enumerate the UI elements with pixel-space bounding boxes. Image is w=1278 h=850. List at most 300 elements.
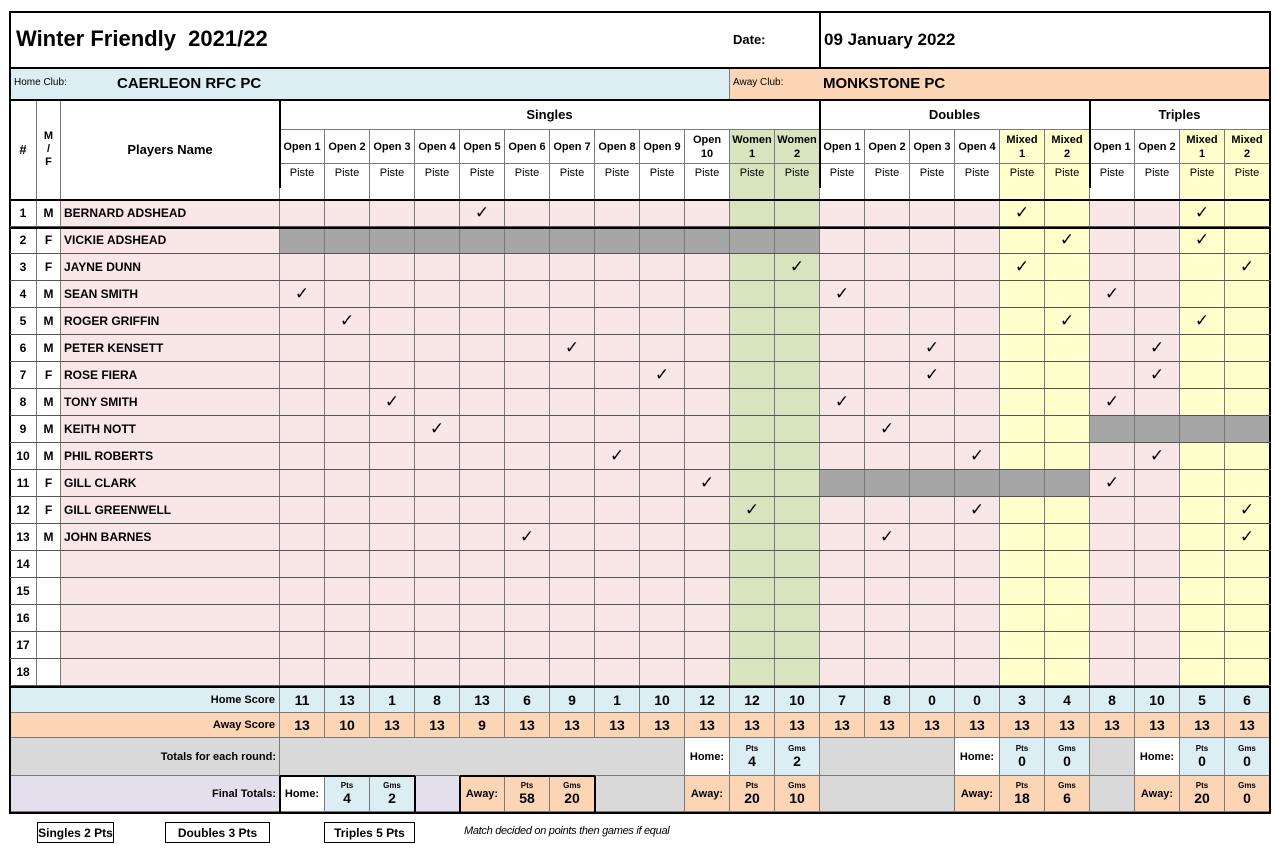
selection-cell[interactable] [1180, 470, 1225, 497]
selection-cell[interactable] [1180, 227, 1225, 254]
selection-cell[interactable] [325, 281, 370, 308]
selection-cell[interactable] [1225, 416, 1270, 443]
player-name[interactable]: GILL GREENWELL [61, 497, 280, 524]
round-away-gms-value[interactable]: 6 [1063, 790, 1071, 806]
selection-cell[interactable] [325, 497, 370, 524]
selection-cell[interactable] [730, 524, 775, 551]
selection-cell[interactable] [1135, 227, 1180, 254]
selection-cell[interactable] [1045, 470, 1090, 497]
selection-cell[interactable] [325, 227, 370, 254]
selection-cell[interactable] [865, 443, 910, 470]
selection-cell[interactable] [730, 254, 775, 281]
selection-cell[interactable] [415, 470, 460, 497]
selection-cell[interactable] [1000, 416, 1045, 443]
selection-cell[interactable] [505, 578, 550, 605]
selection-cell[interactable] [775, 524, 820, 551]
selection-cell[interactable] [1000, 497, 1045, 524]
selection-cell[interactable] [460, 200, 505, 227]
selection-cell[interactable] [640, 389, 685, 416]
selection-cell[interactable] [1000, 470, 1045, 497]
selection-cell[interactable] [640, 497, 685, 524]
selection-cell[interactable] [1135, 659, 1180, 686]
selection-cell[interactable] [640, 335, 685, 362]
selection-cell[interactable] [1135, 524, 1180, 551]
selection-cell[interactable] [775, 551, 820, 578]
selection-cell[interactable] [1180, 416, 1225, 443]
selection-cell[interactable] [1090, 497, 1135, 524]
selection-cell[interactable] [1225, 362, 1270, 389]
selection-cell[interactable] [775, 497, 820, 524]
player-name[interactable]: ROSE FIERA [61, 362, 280, 389]
selection-cell[interactable] [325, 416, 370, 443]
selection-cell[interactable] [1090, 281, 1135, 308]
selection-cell[interactable] [910, 578, 955, 605]
selection-cell[interactable] [1000, 524, 1045, 551]
selection-cell[interactable] [685, 497, 730, 524]
selection-cell[interactable] [1225, 389, 1270, 416]
selection-cell[interactable] [820, 227, 865, 254]
selection-cell[interactable] [1225, 470, 1270, 497]
selection-cell[interactable] [415, 416, 460, 443]
player-gender[interactable]: F [37, 497, 61, 524]
away-score[interactable]: 13 [280, 713, 325, 738]
selection-cell[interactable] [1000, 443, 1045, 470]
selection-cell[interactable] [1225, 281, 1270, 308]
selection-cell[interactable] [1090, 335, 1135, 362]
selection-cell[interactable] [460, 281, 505, 308]
selection-cell[interactable] [280, 389, 325, 416]
player-gender[interactable]: M [37, 335, 61, 362]
selection-cell[interactable] [415, 362, 460, 389]
selection-cell[interactable] [910, 443, 955, 470]
selection-cell[interactable] [1045, 497, 1090, 524]
selection-cell[interactable] [460, 524, 505, 551]
selection-cell[interactable] [1045, 308, 1090, 335]
selection-cell[interactable] [865, 281, 910, 308]
away-score[interactable]: 13 [865, 713, 910, 738]
selection-cell[interactable] [1225, 578, 1270, 605]
selection-cell[interactable] [595, 389, 640, 416]
round-away-pts-value[interactable]: 18 [1014, 790, 1030, 806]
selection-cell[interactable] [1180, 389, 1225, 416]
selection-cell[interactable] [1000, 200, 1045, 227]
round-away-pts[interactable] [1000, 776, 1045, 812]
home-score[interactable]: 4 [1045, 688, 1090, 713]
home-score[interactable]: 3 [1000, 688, 1045, 713]
selection-cell[interactable] [865, 416, 910, 443]
selection-cell[interactable] [415, 389, 460, 416]
selection-cell[interactable] [280, 605, 325, 632]
selection-cell[interactable] [730, 605, 775, 632]
selection-cell[interactable] [280, 254, 325, 281]
selection-cell[interactable] [640, 605, 685, 632]
selection-cell[interactable] [505, 362, 550, 389]
selection-cell[interactable] [550, 497, 595, 524]
selection-cell[interactable] [910, 416, 955, 443]
selection-cell[interactable] [640, 470, 685, 497]
selection-cell[interactable] [685, 659, 730, 686]
selection-cell[interactable] [1225, 632, 1270, 659]
selection-cell[interactable] [685, 335, 730, 362]
selection-cell[interactable] [955, 254, 1000, 281]
selection-cell[interactable] [1000, 605, 1045, 632]
selection-cell[interactable] [955, 497, 1000, 524]
selection-cell[interactable] [550, 524, 595, 551]
selection-cell[interactable] [325, 254, 370, 281]
player-name[interactable]: GILL CLARK [61, 470, 280, 497]
round-away-gms-value[interactable]: 0 [1243, 790, 1251, 806]
selection-cell[interactable] [460, 632, 505, 659]
selection-cell[interactable] [1090, 659, 1135, 686]
selection-cell[interactable] [280, 659, 325, 686]
player-name[interactable]: VICKIE ADSHEAD [61, 227, 280, 254]
selection-cell[interactable] [910, 497, 955, 524]
selection-cell[interactable] [370, 659, 415, 686]
selection-cell[interactable] [1090, 470, 1135, 497]
selection-cell[interactable] [1000, 281, 1045, 308]
home-score[interactable]: 9 [550, 688, 595, 713]
selection-cell[interactable] [415, 254, 460, 281]
selection-cell[interactable] [820, 281, 865, 308]
selection-cell[interactable] [370, 443, 415, 470]
selection-cell[interactable] [415, 227, 460, 254]
selection-cell[interactable] [370, 308, 415, 335]
selection-cell[interactable] [865, 335, 910, 362]
selection-cell[interactable] [460, 551, 505, 578]
final-away-pts[interactable] [505, 776, 550, 812]
selection-cell[interactable] [820, 254, 865, 281]
selection-cell[interactable] [415, 335, 460, 362]
selection-cell[interactable] [1045, 443, 1090, 470]
selection-cell[interactable] [595, 362, 640, 389]
selection-cell[interactable] [325, 524, 370, 551]
player-gender[interactable] [37, 632, 61, 659]
selection-cell[interactable] [1045, 551, 1090, 578]
away-score[interactable]: 13 [415, 713, 460, 738]
selection-cell[interactable] [685, 578, 730, 605]
selection-cell[interactable] [280, 443, 325, 470]
selection-cell[interactable] [730, 308, 775, 335]
selection-cell[interactable] [1225, 605, 1270, 632]
selection-cell[interactable] [415, 605, 460, 632]
selection-cell[interactable] [370, 335, 415, 362]
round-away-gms-value[interactable]: 10 [789, 790, 805, 806]
selection-cell[interactable] [1090, 416, 1135, 443]
selection-cell[interactable] [910, 659, 955, 686]
selection-cell[interactable] [685, 389, 730, 416]
away-score[interactable]: 13 [820, 713, 865, 738]
away-score[interactable]: 13 [1045, 713, 1090, 738]
player-name[interactable] [61, 551, 280, 578]
selection-cell[interactable] [505, 227, 550, 254]
selection-cell[interactable] [1045, 605, 1090, 632]
selection-cell[interactable] [775, 659, 820, 686]
selection-cell[interactable] [415, 200, 460, 227]
selection-cell[interactable] [865, 551, 910, 578]
selection-cell[interactable] [730, 281, 775, 308]
player-name[interactable]: JOHN BARNES [61, 524, 280, 551]
selection-cell[interactable] [280, 335, 325, 362]
selection-cell[interactable] [865, 200, 910, 227]
selection-cell[interactable] [505, 605, 550, 632]
selection-cell[interactable] [1090, 632, 1135, 659]
selection-cell[interactable] [370, 416, 415, 443]
selection-cell[interactable] [1090, 443, 1135, 470]
selection-cell[interactable] [1180, 605, 1225, 632]
player-gender[interactable] [37, 605, 61, 632]
home-club-name[interactable]: CAERLEON RFC PC [117, 75, 262, 92]
final-home-pts-value[interactable]: 4 [343, 790, 351, 806]
selection-cell[interactable] [1000, 227, 1045, 254]
away-score[interactable]: 13 [1000, 713, 1045, 738]
selection-cell[interactable] [820, 362, 865, 389]
selection-cell[interactable] [325, 389, 370, 416]
home-score[interactable]: 10 [1135, 688, 1180, 713]
selection-cell[interactable] [1090, 308, 1135, 335]
selection-cell[interactable] [280, 362, 325, 389]
player-gender[interactable]: F [37, 227, 61, 254]
selection-cell[interactable] [910, 362, 955, 389]
player-gender[interactable]: M [37, 443, 61, 470]
selection-cell[interactable] [1135, 551, 1180, 578]
selection-cell[interactable] [1180, 362, 1225, 389]
selection-cell[interactable] [1180, 281, 1225, 308]
selection-cell[interactable] [415, 281, 460, 308]
selection-cell[interactable] [820, 443, 865, 470]
round-home-pts-value[interactable]: 0 [1198, 753, 1206, 769]
selection-cell[interactable] [550, 362, 595, 389]
selection-cell[interactable] [325, 470, 370, 497]
selection-cell[interactable] [595, 254, 640, 281]
selection-cell[interactable] [595, 551, 640, 578]
round-away-pts[interactable] [730, 776, 775, 812]
selection-cell[interactable] [820, 497, 865, 524]
selection-cell[interactable] [1180, 497, 1225, 524]
selection-cell[interactable] [820, 551, 865, 578]
player-gender[interactable]: M [37, 308, 61, 335]
selection-cell[interactable] [685, 416, 730, 443]
selection-cell[interactable] [865, 362, 910, 389]
selection-cell[interactable] [1180, 578, 1225, 605]
player-gender[interactable]: M [37, 416, 61, 443]
selection-cell[interactable] [505, 632, 550, 659]
selection-cell[interactable] [1135, 497, 1180, 524]
selection-cell[interactable] [1045, 254, 1090, 281]
selection-cell[interactable] [595, 200, 640, 227]
selection-cell[interactable] [1225, 497, 1270, 524]
selection-cell[interactable] [820, 605, 865, 632]
home-score[interactable]: 1 [370, 688, 415, 713]
away-score[interactable]: 13 [505, 713, 550, 738]
selection-cell[interactable] [595, 443, 640, 470]
round-away-pts-value[interactable]: 20 [1194, 790, 1210, 806]
selection-cell[interactable] [1000, 389, 1045, 416]
selection-cell[interactable] [820, 335, 865, 362]
player-gender[interactable] [37, 578, 61, 605]
selection-cell[interactable] [955, 281, 1000, 308]
selection-cell[interactable] [325, 200, 370, 227]
selection-cell[interactable] [865, 254, 910, 281]
player-gender[interactable]: M [37, 200, 61, 227]
final-home-gms-value[interactable]: 2 [388, 790, 396, 806]
home-score[interactable]: 12 [730, 688, 775, 713]
selection-cell[interactable] [775, 578, 820, 605]
away-score[interactable]: 13 [1090, 713, 1135, 738]
round-home-pts-value[interactable]: 0 [1018, 753, 1026, 769]
final-away-gms-value[interactable]: 20 [564, 790, 580, 806]
player-name[interactable]: PETER KENSETT [61, 335, 280, 362]
selection-cell[interactable] [460, 227, 505, 254]
selection-cell[interactable] [1225, 659, 1270, 686]
selection-cell[interactable] [550, 416, 595, 443]
home-score[interactable]: 12 [685, 688, 730, 713]
away-score[interactable]: 13 [775, 713, 820, 738]
selection-cell[interactable] [550, 551, 595, 578]
selection-cell[interactable] [820, 578, 865, 605]
player-gender[interactable]: M [37, 281, 61, 308]
selection-cell[interactable] [640, 632, 685, 659]
selection-cell[interactable] [685, 551, 730, 578]
selection-cell[interactable] [370, 470, 415, 497]
selection-cell[interactable] [910, 335, 955, 362]
selection-cell[interactable] [955, 524, 1000, 551]
player-gender[interactable]: F [37, 470, 61, 497]
selection-cell[interactable] [325, 632, 370, 659]
selection-cell[interactable] [460, 389, 505, 416]
selection-cell[interactable] [685, 524, 730, 551]
selection-cell[interactable] [1135, 632, 1180, 659]
home-score[interactable]: 6 [1225, 688, 1270, 713]
player-name[interactable]: JAYNE DUNN [61, 254, 280, 281]
player-gender[interactable] [37, 659, 61, 686]
selection-cell[interactable] [1090, 389, 1135, 416]
selection-cell[interactable] [550, 227, 595, 254]
selection-cell[interactable] [910, 200, 955, 227]
selection-cell[interactable] [955, 362, 1000, 389]
selection-cell[interactable] [595, 632, 640, 659]
selection-cell[interactable] [1180, 551, 1225, 578]
selection-cell[interactable] [595, 281, 640, 308]
player-gender[interactable]: F [37, 362, 61, 389]
selection-cell[interactable] [505, 416, 550, 443]
selection-cell[interactable] [280, 281, 325, 308]
away-score[interactable]: 9 [460, 713, 505, 738]
final-away-gms[interactable] [550, 776, 595, 812]
selection-cell[interactable] [1045, 524, 1090, 551]
selection-cell[interactable] [640, 443, 685, 470]
selection-cell[interactable] [460, 362, 505, 389]
selection-cell[interactable] [280, 227, 325, 254]
selection-cell[interactable] [1135, 605, 1180, 632]
selection-cell[interactable] [550, 605, 595, 632]
selection-cell[interactable] [775, 362, 820, 389]
selection-cell[interactable] [1045, 281, 1090, 308]
selection-cell[interactable] [865, 497, 910, 524]
selection-cell[interactable] [865, 524, 910, 551]
selection-cell[interactable] [730, 497, 775, 524]
selection-cell[interactable] [955, 227, 1000, 254]
selection-cell[interactable] [550, 335, 595, 362]
selection-cell[interactable] [820, 659, 865, 686]
selection-cell[interactable] [1045, 227, 1090, 254]
selection-cell[interactable] [1000, 362, 1045, 389]
selection-cell[interactable] [640, 227, 685, 254]
selection-cell[interactable] [775, 443, 820, 470]
selection-cell[interactable] [955, 578, 1000, 605]
selection-cell[interactable] [325, 443, 370, 470]
selection-cell[interactable] [640, 416, 685, 443]
round-away-gms[interactable] [775, 776, 820, 812]
selection-cell[interactable] [685, 254, 730, 281]
selection-cell[interactable] [775, 200, 820, 227]
away-score[interactable]: 10 [325, 713, 370, 738]
selection-cell[interactable] [1225, 254, 1270, 281]
home-score[interactable]: 7 [820, 688, 865, 713]
selection-cell[interactable] [415, 632, 460, 659]
selection-cell[interactable] [1135, 578, 1180, 605]
selection-cell[interactable] [955, 443, 1000, 470]
selection-cell[interactable] [370, 551, 415, 578]
selection-cell[interactable] [775, 632, 820, 659]
selection-cell[interactable] [1135, 254, 1180, 281]
selection-cell[interactable] [1000, 335, 1045, 362]
final-away-pts-value[interactable]: 58 [519, 790, 535, 806]
selection-cell[interactable] [505, 389, 550, 416]
home-score[interactable]: 8 [1090, 688, 1135, 713]
selection-cell[interactable] [955, 551, 1000, 578]
round-away-pts[interactable] [1180, 776, 1225, 812]
selection-cell[interactable] [955, 470, 1000, 497]
selection-cell[interactable] [775, 227, 820, 254]
selection-cell[interactable] [325, 659, 370, 686]
round-away-gms[interactable] [1045, 776, 1090, 812]
selection-cell[interactable] [1045, 578, 1090, 605]
selection-cell[interactable] [595, 308, 640, 335]
selection-cell[interactable] [550, 470, 595, 497]
selection-cell[interactable] [505, 551, 550, 578]
selection-cell[interactable] [415, 524, 460, 551]
home-score[interactable]: 10 [640, 688, 685, 713]
selection-cell[interactable] [865, 632, 910, 659]
selection-cell[interactable] [1045, 416, 1090, 443]
round-home-pts-value[interactable]: 4 [748, 753, 756, 769]
player-name[interactable]: PHIL ROBERTS [61, 443, 280, 470]
selection-cell[interactable] [595, 659, 640, 686]
selection-cell[interactable] [820, 308, 865, 335]
selection-cell[interactable] [1000, 308, 1045, 335]
selection-cell[interactable] [370, 227, 415, 254]
selection-cell[interactable] [370, 524, 415, 551]
selection-cell[interactable] [550, 200, 595, 227]
selection-cell[interactable] [460, 578, 505, 605]
selection-cell[interactable] [550, 443, 595, 470]
selection-cell[interactable] [325, 578, 370, 605]
selection-cell[interactable] [865, 470, 910, 497]
selection-cell[interactable] [640, 308, 685, 335]
selection-cell[interactable] [640, 551, 685, 578]
selection-cell[interactable] [1135, 281, 1180, 308]
selection-cell[interactable] [775, 389, 820, 416]
selection-cell[interactable] [775, 470, 820, 497]
selection-cell[interactable] [325, 605, 370, 632]
player-name[interactable] [61, 632, 280, 659]
selection-cell[interactable] [640, 200, 685, 227]
selection-cell[interactable] [1045, 200, 1090, 227]
selection-cell[interactable] [595, 524, 640, 551]
selection-cell[interactable] [415, 497, 460, 524]
selection-cell[interactable] [820, 416, 865, 443]
selection-cell[interactable] [1090, 551, 1135, 578]
